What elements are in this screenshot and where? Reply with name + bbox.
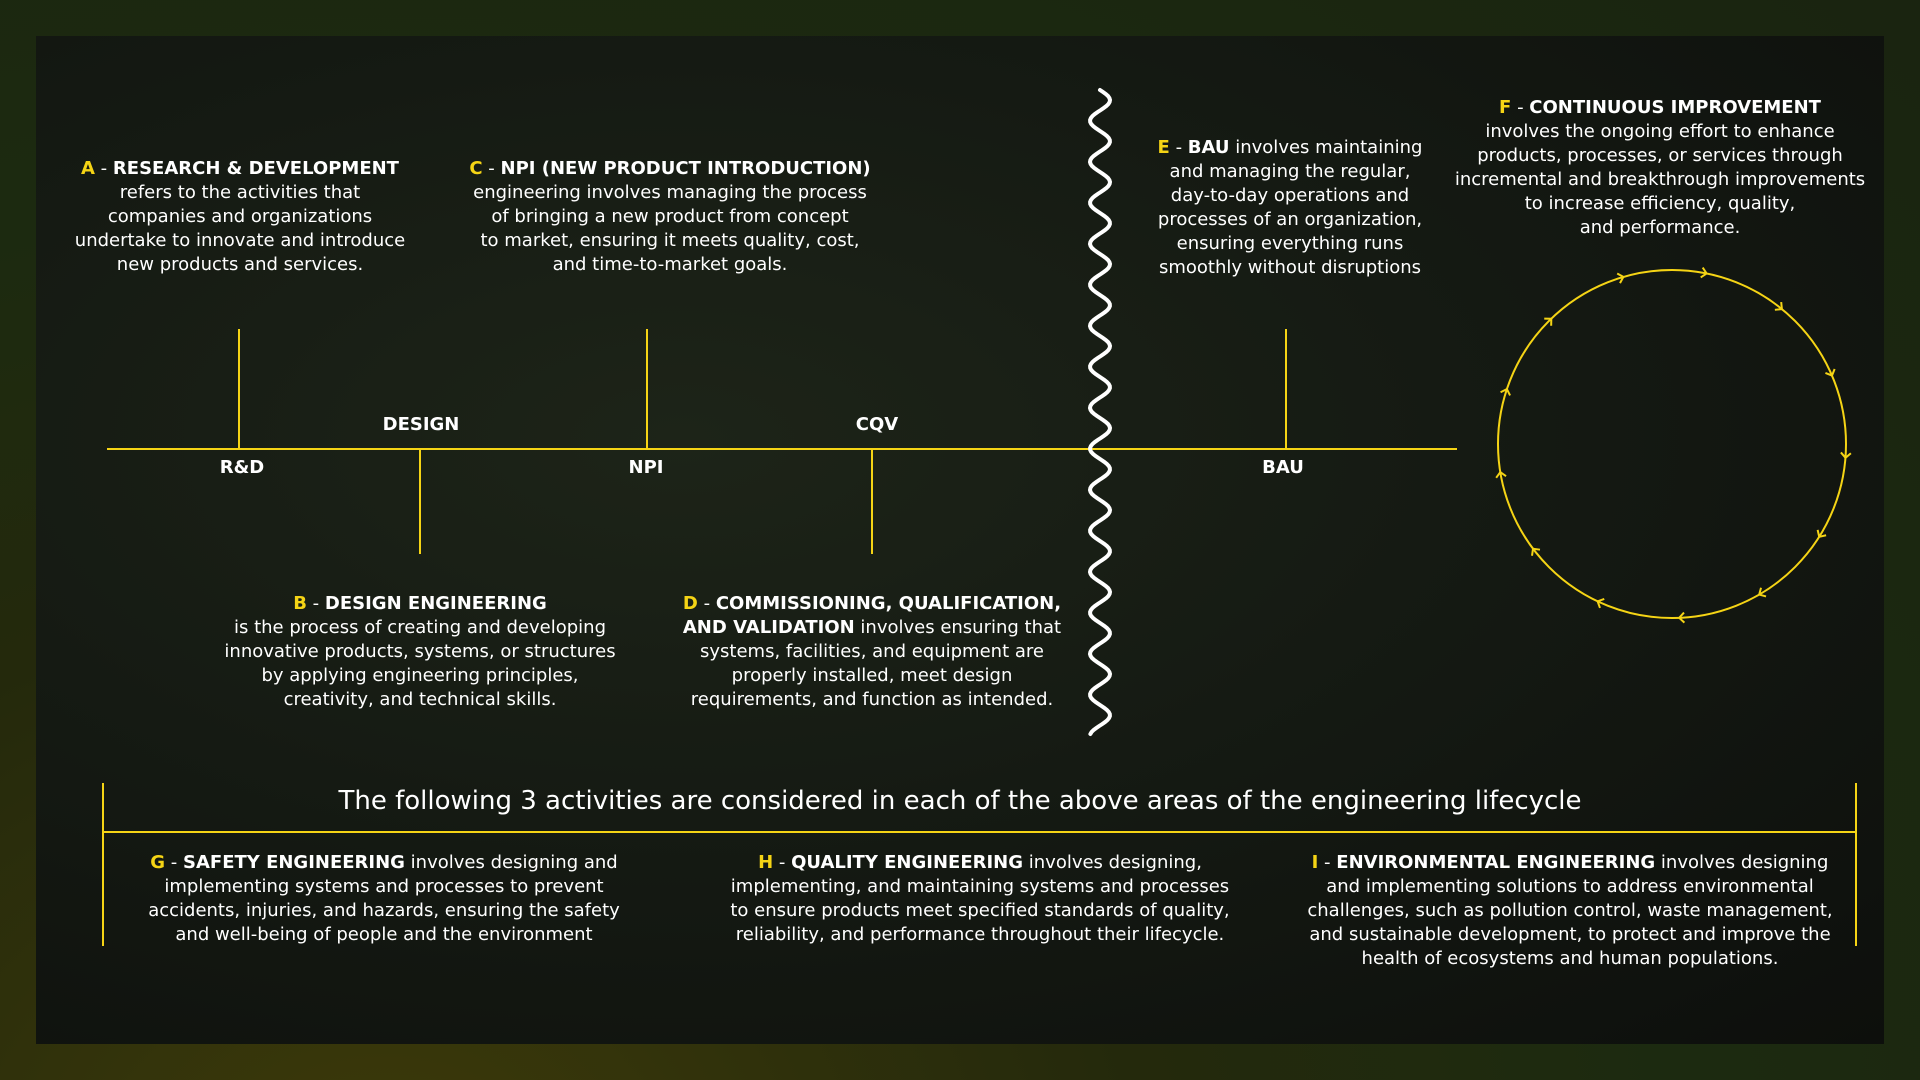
- stage-f-description: F - CONTINUOUS IMPROVEMENT involves the ongoing effort to enhance products, processes, or services through incremental and breakthrough improvements to increase efficiency, quality, and performance.: [1454, 97, 1866, 238]
- stage-d-description: D - COMMISSIONING, QUALIFICATION, AND VALIDATION involves ensuring that systems, facilities, and equipment are properly installed, meet design requirements, and function as intended.: [682, 593, 1062, 710]
- activity-i-description: I - ENVIRONMENTAL ENGINEERING involves designing and implementing solutions to address environmental challenges, such as pollution control, waste management, and sustainable development, to protect and improve the health of ecosystems and human populations.: [1307, 852, 1833, 969]
- stage-e-description: E - BAU involves maintaining and managing the regular, day-to-day operations and processes of an organization, ensuring everything runs smoothly without disruptions: [1157, 137, 1423, 278]
- stage-a-description: A - RESEARCH & DEVELOPMENT refers to the activities that companies and organizations undertake to innovate and introduce new products and services.: [74, 158, 406, 275]
- label-cqv: CQV: [855, 414, 899, 435]
- label-bau: BAU: [1262, 457, 1304, 478]
- stage-c-description: C - NPI (NEW PRODUCT INTRODUCTION) engineering involves managing the process of bringing a new product from concept to market, ensuring it meets quality, cost, and time-to-market goals.: [469, 158, 871, 275]
- label-npi: NPI: [628, 457, 664, 478]
- activity-g-description: G - SAFETY ENGINEERING involves designing and implementing systems and processes to prevent accidents, injuries, and hazards, ensuring the safety and well-being of people and the environment: [148, 852, 620, 945]
- label-design: DESIGN: [382, 414, 460, 435]
- stage-b-description: B - DESIGN ENGINEERING is the process of creating and developing innovative products, systems, or structures by applying engineering principles, creativity, and technical skills.: [224, 593, 616, 710]
- activity-h-description: H - QUALITY ENGINEERING involves designing, implementing, and maintaining systems and processes to ensure products meet specified standards of quality, reliability, and performance throughout their lifecycle.: [730, 852, 1230, 945]
- cross-cutting-title: The following 3 activities are considered in each of the above areas of the engineering lifecycle: [338, 786, 1582, 816]
- improvement-cycle: [1498, 270, 1846, 618]
- wavy-separator: [1090, 90, 1110, 734]
- label-rd: R&D: [219, 457, 265, 478]
